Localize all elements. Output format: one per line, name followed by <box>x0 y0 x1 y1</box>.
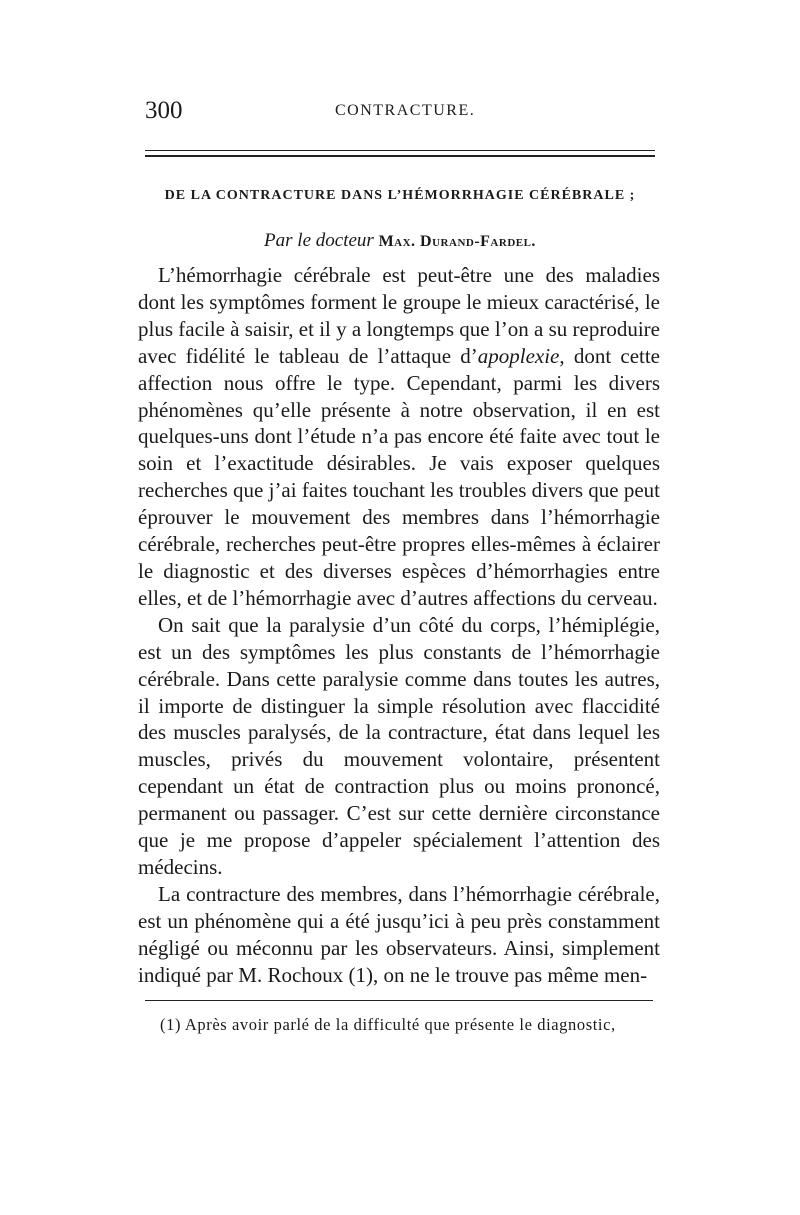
byline-prefix: Par le docteur <box>264 230 374 251</box>
running-title: CONTRACTURE. <box>335 102 476 119</box>
paragraph-1-text-a: L’hémorrhagie cérébrale est peut-être une des maladies dont les symptômes forment le groupe le mieux caractérisé, le plus facile à saisir, et il y a longtemps que l’on a su reproduire avec fidélité le tableau de l’attaque d’ <box>138 263 660 368</box>
paragraph-3: La contracture des membres, dans l’hémorrhagie cérébrale, est un phénomène qui a été jusqu’ici à peu près constamment négligé ou méconnu par les observateurs. Ainsi, simplement indiqué par M. Rochoux (1), on ne le trouve pas même men- <box>138 881 660 987</box>
footnote: (1) Après avoir parlé de la difficulté que présente le diagnostic, <box>160 1015 616 1034</box>
article-byline <box>145 230 655 253</box>
page-header <box>145 96 655 126</box>
paragraph-1-text-b: , dont cette affection nous offre le type. Cependant, parmi les divers phénomènes qu’elle présente à notre observation, il en est quelques-uns dont l’étude n’a pas encore été faite avec tout le soin et l’exactitude désirables. Je vais exposer quelques recherches que j’ai faites touchant les troubles divers que peut éprouver le mouvement des membres dans l’hémorrhagie cérébrale, recherches peut-être propres elles-mêmes à éclairer le diagnostic et des diverses espèces d’hémorrhagies entre elles, et de l’hémorrhagie avec d’autres affections du cerveau. <box>138 343 661 610</box>
footnote-rule <box>145 1000 653 1001</box>
page-number: 300 <box>145 97 183 124</box>
paragraph-1 <box>138 262 660 612</box>
header-double-rule <box>145 150 655 157</box>
article-body <box>138 262 660 988</box>
paragraph-2: On sait que la paralysie d’un côté du corps, l’hémiplégie, est un des symptômes les plus constants de l’hémorrhagie cérébrale. Dans cette paralysie comme dans toutes les autres, il importe de distinguer la simple résolution avec flaccidité des muscles paralysés, de la contracture, état dans lequel les muscles, privés du mouvement volontaire, présentent cependant un état de contraction plus ou moins prononcé, permanent ou passager. C’est sur cette dernière circonstance que je me propose d’appeler spécialement l’attention des médecins. <box>138 612 660 879</box>
author-name: Max. Durand-Fardel. <box>378 233 536 250</box>
article-title: DE LA CONTRACTURE DANS L’HÉMORRHAGIE CÉRÉBRALE ; <box>164 188 636 203</box>
emphasis-apoplexie: apoplexie <box>477 343 560 368</box>
